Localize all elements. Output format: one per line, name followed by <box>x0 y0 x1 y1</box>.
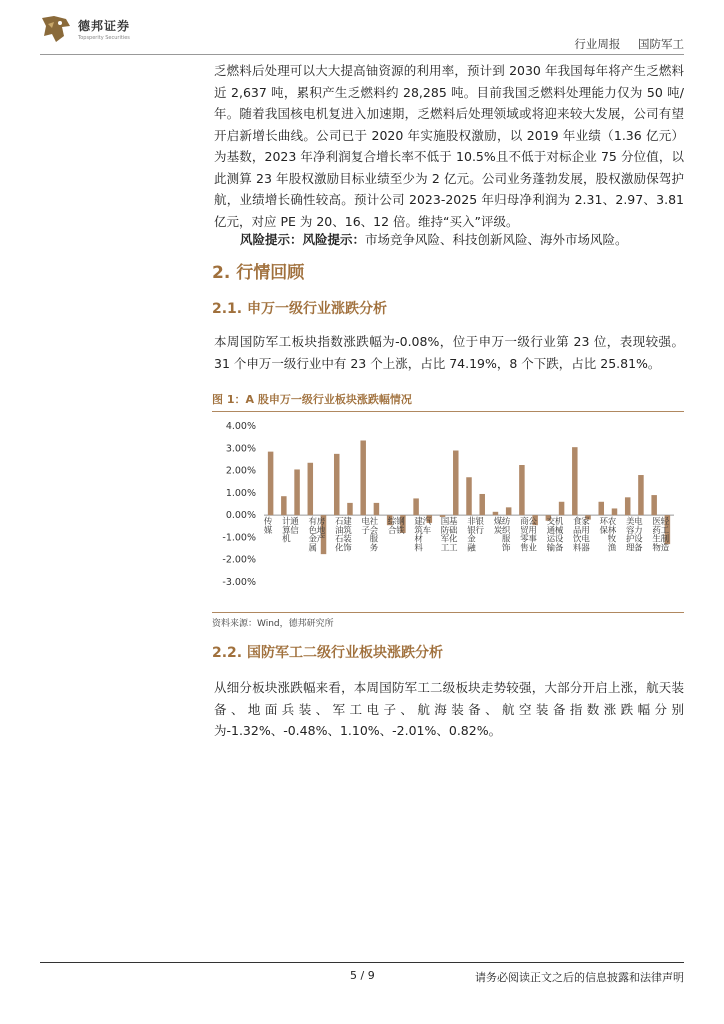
y-tick-label: -1.00% <box>222 532 256 544</box>
category-label: 银行 <box>475 517 484 536</box>
bar-传媒 <box>268 452 274 516</box>
bar-通信 <box>294 469 300 515</box>
bar-非银金融 <box>466 477 472 515</box>
category-label: 国防军工 <box>440 517 450 554</box>
industry-summary-paragraph: 本周国防军工板块指数涨跌幅为-0.08%，位于申万一级行业第 23 位，表现较强。31 个申万一级行业中有 23 个上涨，占比 74.19%，8 个下跌，占比 25.81%。 <box>214 334 684 371</box>
category-label: 机械设备 <box>554 517 564 554</box>
category-label: 社会服务 <box>369 517 379 554</box>
logo-name-cn: 德邦证券 <box>78 19 131 33</box>
y-tick-label: -3.00% <box>222 577 256 588</box>
page-header <box>0 0 724 62</box>
category-label: 有色金属 <box>308 517 318 554</box>
bar-社会服务 <box>374 503 380 515</box>
figure-title: 图 1：A 股申万一级行业板块涨跌幅情况 <box>212 391 684 412</box>
bar-石油石化 <box>334 454 340 515</box>
footer-divider <box>40 962 684 963</box>
category-label: 石油石化 <box>334 517 344 554</box>
bar-电力设备 <box>638 475 644 515</box>
bar-银行 <box>479 494 485 515</box>
y-tick-label: 4.00% <box>225 421 256 432</box>
category-label: 建筑装饰 <box>343 517 352 554</box>
risk-notice <box>240 230 628 250</box>
category-label: 轻工制造 <box>660 517 670 554</box>
category-label: 钢铁 <box>396 517 405 536</box>
company-logo <box>40 14 130 44</box>
bar-农林牧渔 <box>612 508 618 515</box>
figure-source: 资料来源：Wind，德邦研究所 <box>212 612 684 629</box>
bar-食品饮料 <box>572 447 578 515</box>
category-label: 传媒 <box>263 517 273 536</box>
category-label: 非银金融 <box>467 517 476 554</box>
header-divider <box>40 54 684 55</box>
bar-基础化工 <box>453 451 459 516</box>
report-type-tag: 行业周报 <box>574 37 621 51</box>
category-label: 食品饮料 <box>573 517 582 554</box>
logo-mark-icon <box>40 14 72 44</box>
category-label: 基础化工 <box>449 517 458 554</box>
y-tick-label: 1.00% <box>225 487 256 499</box>
category-label: 商贸零售 <box>520 517 529 554</box>
bar-环保 <box>599 502 605 515</box>
bar-电子 <box>360 440 366 515</box>
category-label: 电子 <box>361 517 370 536</box>
bar-商贸零售 <box>519 465 525 515</box>
category-label: 计算机 <box>282 517 291 545</box>
risk-label: 风险提示：风险提示： <box>240 232 366 247</box>
sub-industry-paragraph: 从细分板块涨跌幅来看，本周国防军工二级板块走势较强，大部分开启上涨，航天装备、地面兵装、军工电子、航海装备、航空装备指数涨跌幅分别为-1.32%、-0.48%、1.10%、-2.01%、0.82%。 <box>214 680 684 738</box>
category-label: 美容护理 <box>625 517 635 554</box>
category-label: 通信 <box>290 517 299 536</box>
bar-建筑材料 <box>413 498 419 515</box>
category-label: 农林牧渔 <box>607 517 617 554</box>
y-tick-label: 3.00% <box>225 443 256 455</box>
industry-change-chart <box>212 410 684 606</box>
risk-text: 市场竞争风险、科技创新风险、海外市场风险。 <box>365 232 628 247</box>
bar-机械设备 <box>559 502 565 515</box>
bar-纺织服饰 <box>506 507 512 515</box>
category-label: 综合 <box>387 517 397 536</box>
bar-美容护理 <box>625 497 631 515</box>
disclaimer-note: 请务必阅读正文之后的信息披露和法律声明 <box>475 971 684 984</box>
category-label: 交通运输 <box>546 517 556 554</box>
bar-有色金属 <box>308 463 314 515</box>
y-tick-label: 0.00% <box>225 510 256 522</box>
section-title: 2. 行情回顾 <box>212 263 305 283</box>
category-label: 汽车 <box>422 517 432 536</box>
page-number: 5 / 9 <box>350 969 375 982</box>
category-label: 煤炭 <box>493 517 503 536</box>
logo-name-en: Topsperity Securities <box>78 35 130 41</box>
bar-计算机 <box>281 496 287 515</box>
category-label: 电力设备 <box>634 517 643 554</box>
bar-医药生物 <box>651 495 657 515</box>
y-tick-label: -2.00% <box>222 554 256 566</box>
y-tick-label: 2.00% <box>225 465 256 477</box>
chart-svg <box>212 410 684 606</box>
subsection-title-2: 2.2. 国防军工二级行业板块涨跌分析 <box>212 645 443 661</box>
category-label: 家用电器 <box>581 517 590 554</box>
intro-paragraph: 乏燃料后处理可以大大提高铀资源的利用率，预计到 2030 年我国每年将产生乏燃料近 2,637 吨，累积产生乏燃料约 28,285 吨。目前我国乏燃料处理能力仅为 50 吨/年。随着我国核电机复进入加速期，乏燃料后处理领域或将迎来较大发展，公司有望开启新增长曲线。公司已于 2020 年实施股权激励，以 2019 年业绩（1.36 亿元）为基数，2023 年净利润复合增长率不低于 10.5%且不低于对标企业 75 分位值，以此测算 23 年股权激励目标业绩至少为 2 亿元。公司业务蓬勃发展，股权激励保驾护航，业绩增长确性较高。预计公司 2023-2025 年归母净利润为 2.31、2.97、3.81 亿元，对应 PE 为 20、16、12 倍。维持“买入”评级。 <box>214 63 684 229</box>
bar-煤炭 <box>493 512 499 515</box>
category-label: 建筑材料 <box>414 517 423 554</box>
category-label: 房地产 <box>316 517 326 545</box>
industry-tag: 国防军工 <box>638 37 684 51</box>
category-label: 纺织服饰 <box>501 517 511 554</box>
category-label: 医药生物 <box>652 517 661 554</box>
header-tags <box>574 36 684 52</box>
category-label: 环保 <box>599 517 609 536</box>
category-label: 公用事业 <box>528 517 537 554</box>
bar-建筑装饰 <box>347 503 353 515</box>
subsection-title-1: 2.1. 申万一级行业涨跌分析 <box>212 301 387 317</box>
